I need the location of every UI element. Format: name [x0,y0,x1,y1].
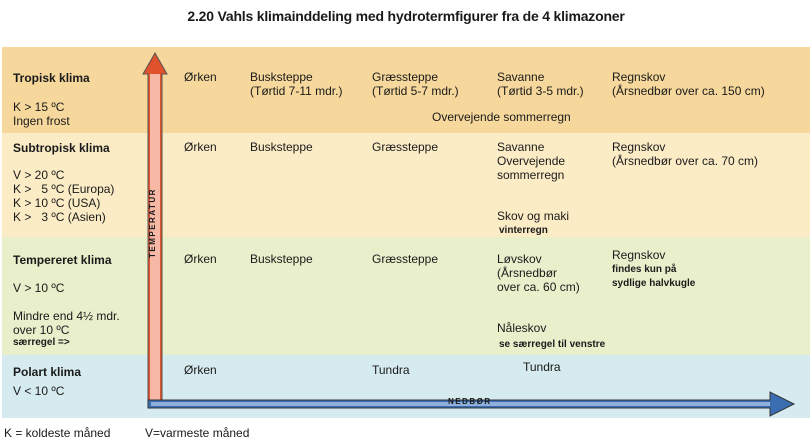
zone-criteria-tropisk: K > 15 ºC Ingen frost [13,100,70,128]
cell-subtropisk-skov: Skov og maki [497,209,570,223]
cell-tempereret-naleskov: Nåleskov [497,321,547,335]
cell-subtropisk-regnskov: Regnskov (Årsnedbør over ca. 70 cm) [612,140,759,168]
cell-polart-tundra-1: Tundra [372,363,410,377]
zone-name-subtropisk: Subtropisk klima [13,141,110,155]
cell-tropisk-busksteppe: Busksteppe (Tørtid 7-11 mdr.) [250,70,343,98]
legend-k: K = koldeste måned [4,426,111,440]
zone-criteria-tempereret: V > 10 ºC [13,281,65,295]
zone-name-tropisk: Tropisk klima [13,71,90,85]
cell-tropisk-graessteppe: Græssteppe (Tørtid 5-7 mdr.) [372,70,459,98]
cell-tropisk-savanne: Savanne (Tørtid 3-5 mdr.) [497,70,584,98]
cell-tropisk-orken: Ørken [184,70,217,84]
cell-tempereret-regnskov: Regnskov [612,248,666,262]
cell-subtropisk-skov-note: vinterregn [499,225,548,236]
zone-criteria-polart: V < 10 ºC [13,384,65,398]
zone-name-tempereret: Tempereret klima [13,253,112,267]
cell-subtropisk-savanne: Savanne Overvejende sommerregn [497,140,566,182]
cell-tempereret-graessteppe: Græssteppe [372,252,439,266]
cell-tropisk-regnskov: Regnskov (Årsnedbør over ca. 150 cm) [612,70,765,98]
cell-tempereret-regnskov-note: findes kun på sydlige halvkugle [612,264,696,289]
x-axis-label: NEDBØR [448,397,492,406]
cell-tropisk-note: Overvejende sommerregn [432,110,571,124]
zone-special-rule: særregel => [13,337,70,348]
y-axis-label: TEMPERATUR [148,188,157,258]
cell-tempereret-naleskov-note: se særregel til venstre [499,339,606,350]
legend-v: V=varmeste måned [145,426,250,440]
cell-tempereret-lovskov: Løvskov (Årsnedbør over ca. 60 cm) [497,252,580,294]
zone-criteria-subtropisk: V > 20 ºC K > 5 ºC (Europa) K > 10 ºC (USA) K > 3 ºC (Asien) [13,168,115,224]
cell-subtropisk-graessteppe: Græssteppe [372,140,439,154]
cell-tempereret-busksteppe: Busksteppe [250,252,313,266]
cell-subtropisk-orken: Ørken [184,140,217,154]
cell-polart-tundra-2: Tundra [523,360,561,374]
zone-name-polart: Polart klima [13,365,82,379]
figure-title: 2.20 Vahls klimainddeling med hydrotermfigurer fra de 4 klimazoner [187,8,625,24]
cell-tempereret-orken: Ørken [184,252,217,266]
zone-criteria-tempereret-2: Mindre end 4½ mdr. over 10 ºC [13,309,120,337]
cell-subtropisk-busksteppe: Busksteppe [250,140,313,154]
cell-polart-orken: Ørken [184,363,217,377]
